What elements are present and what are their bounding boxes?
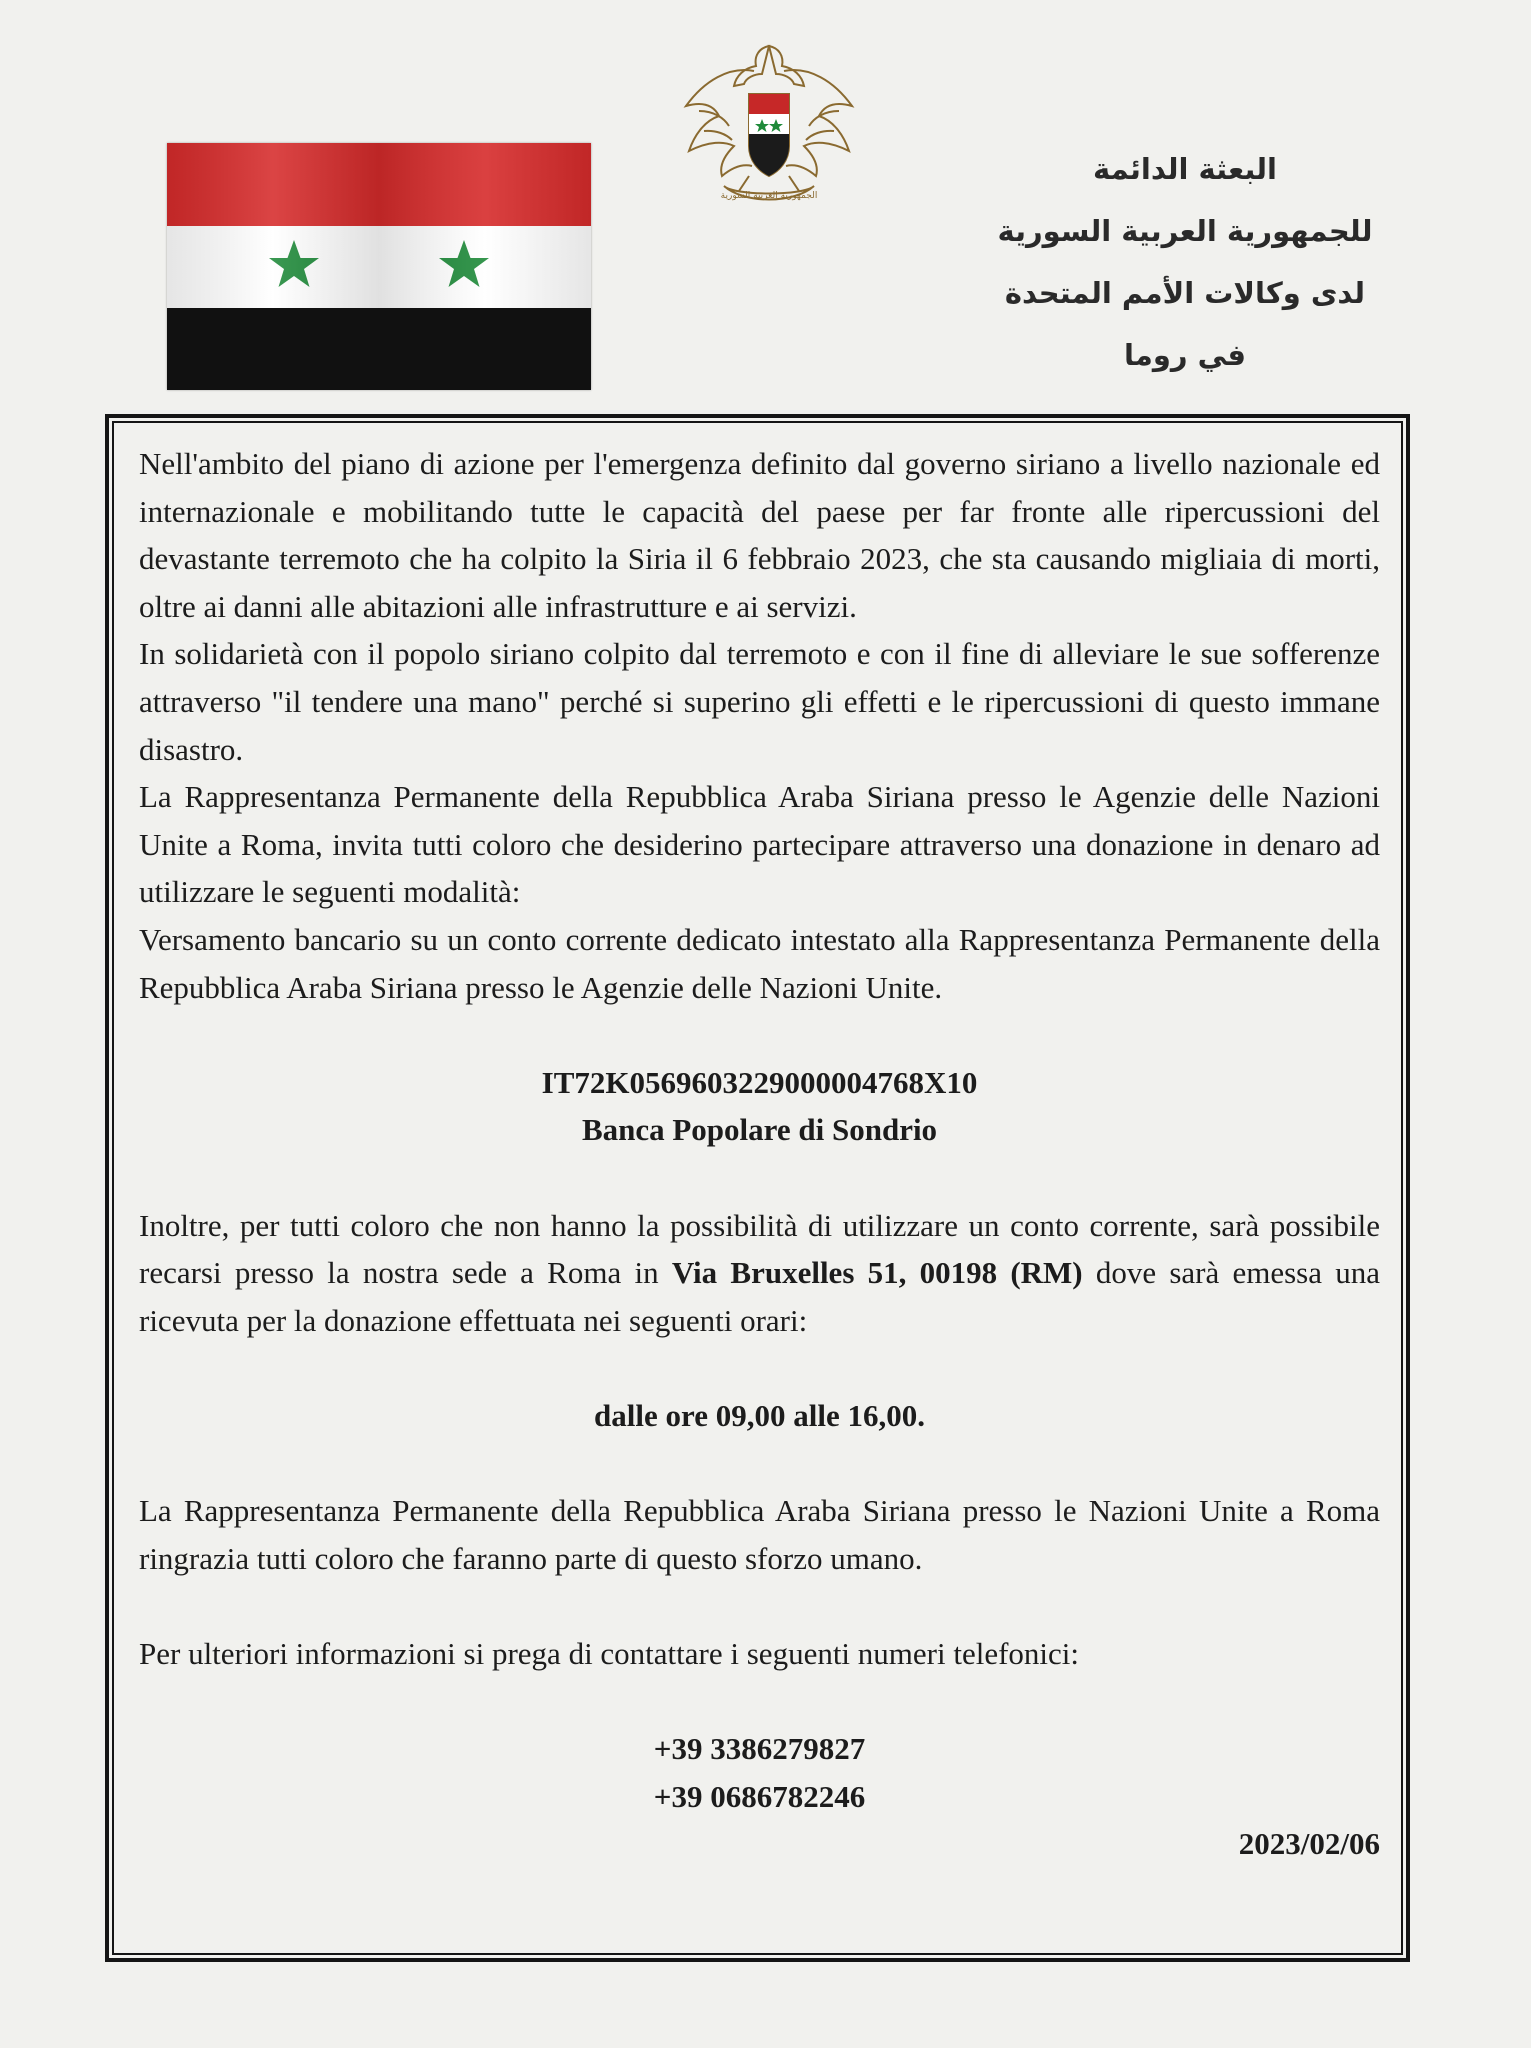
opening-hours: dalle ore 09,00 alle 16,00. <box>594 1397 925 1433</box>
iban[interactable]: IT72K0569603229000004768X10 <box>541 1064 978 1100</box>
arabic-line-2: للجمهورية العربية السورية <box>997 214 1373 248</box>
arabic-line-3: لدى وكالات الأمم المتحدة <box>1004 276 1366 310</box>
paragraph-in-person <box>139 1202 1380 1345</box>
arabic-line-4: في روما <box>1124 338 1246 372</box>
phone-number-1[interactable]: +39 3386279827 <box>653 1731 866 1767</box>
in-person-text-b: dove sarà emessa una ricevuta per la donazione effettuata nei seguenti orari: <box>139 1255 1380 1338</box>
hawk-of-qureish-emblem <box>674 26 864 216</box>
paragraph-bank-transfer: Versamento bancario su un conto corrente dedicato intestato alla Rappresentanza Permanente della Repubblica Araba Siriana presso le Agenzie delle Nazioni Unite. <box>139 921 1380 1005</box>
paragraph-solidarity: In solidarietà con il popolo siriano colpito dal terremoto e con il fine di alleviare le sue sofferenze attraverso "il tendere una mano" perché si superino gli effetti e le ripercussioni di questo immane disastro. <box>139 636 1380 767</box>
in-person-text-a: Inoltre, per tutti coloro che non hanno la possibilità di utilizzare un conto corrente, sarà possibile recarsi presso la nostra sede a Roma in <box>139 1207 1380 1291</box>
phone-number-2[interactable]: +39 0686782246 <box>653 1778 866 1814</box>
mission-name-arabic <box>990 138 1380 386</box>
letterhead <box>0 0 1531 410</box>
letter-body <box>139 440 1380 1868</box>
bank-name: Banca Popolare di Sondrio <box>581 1112 938 1148</box>
paragraph-thanks: La Rappresentanza Permanente della Repubblica Araba Siriana presso le Nazioni Unite a Roma ringrazia tutti coloro che faranno parte di questo sforzo umano. <box>139 1493 1380 1576</box>
address: Via Bruxelles 51, 00198 (RM) <box>671 1255 1083 1291</box>
arabic-line-1: البعثة الدائمة <box>1093 152 1277 186</box>
paragraph-emergency-plan: Nell'ambito del piano di azione per l'emergenza definito dal governo siriano a livello nazionale ed internazionale e mobilitando tutte le capacità del paese per far fronte alle ripercussioni del devastante terremoto che ha colpito la Siria il 6 febbraio 2023, che sta causando migliaia di morti, oltre ai danni alle abitazioni alle infrastrutture e ai servizi. <box>139 446 1380 624</box>
document-date: 2023/02/06 <box>1238 1826 1380 1862</box>
svg-text:الجمهورية العربية السورية: الجمهورية العربية السورية <box>720 191 818 201</box>
paragraph-contacts: Per ulteriori informazioni si prega di contattare i seguenti numeri telefonici: <box>139 1635 1080 1671</box>
syrian-flag-image <box>167 143 591 390</box>
paragraph-invitation: La Rappresentanza Permanente della Repubblica Araba Siriana presso le Agenzie delle Nazioni Unite a Roma, invita tutti coloro che desiderino partecipare attraverso una donazione in denaro ad utilizzare le seguenti modalità: <box>139 779 1380 910</box>
